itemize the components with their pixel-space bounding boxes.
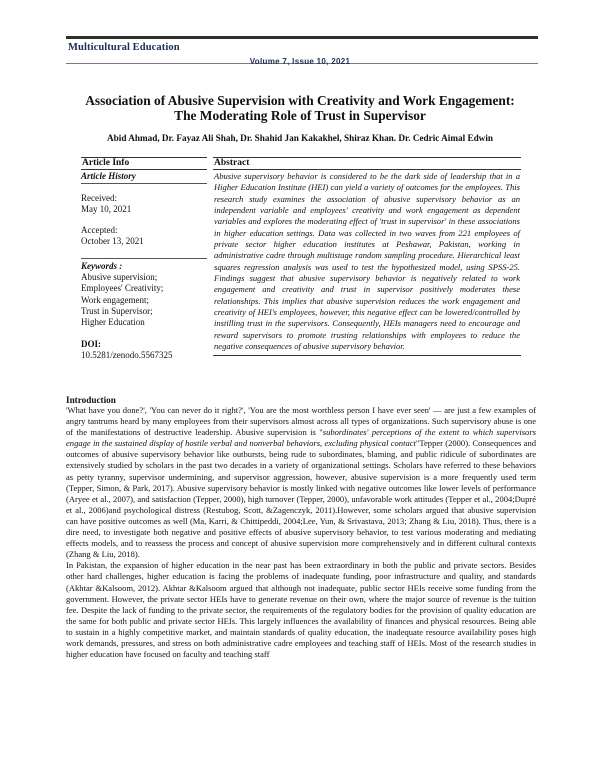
accepted-label: Accepted: xyxy=(81,224,118,235)
abstract-column xyxy=(213,157,521,356)
keywords-heading: Keywords : xyxy=(81,258,207,272)
received-block xyxy=(81,193,207,216)
received-date: May 10, 2021 xyxy=(81,204,132,215)
article-info-heading: Article Info xyxy=(81,157,207,170)
abstract-heading: Abstract xyxy=(213,157,521,170)
introduction-body xyxy=(66,405,536,660)
article-history-heading: Article History xyxy=(81,170,207,184)
keyword-item: Higher Education xyxy=(81,317,145,328)
keyword-item: Work engagement; xyxy=(81,294,150,305)
journal-name: Multicultural Education xyxy=(68,42,180,53)
introduction-paragraph-2: In Pakistan, the expansion of higher education in the near past has been extraordinary in both the public and private sectors. Besides other hard challenges, higher education is facing the problems of inadequate funding, poor infrastructure and quality, and standards (Akhtar &Kalsoom, 2012). Akhtar &Kalsoom argued that although not inadequate, public sector HEIs receive some funding from the government. However, the private sector HEIs have to generate revenue on their own, where the major source of revenue is the tuition fee. Despite the lack of funding to the private sector, the requirements of the regulatory bodies for the provision of quality education are the same for both public and private sector HEIs. This largely influences the availability of finances and physical resources. Being able to sustain in a highly competitive market, and maintain standards of quality education, the inadequate resource availability poses high work demands, pressures, and stress on both administrative cadre employees and teaching staff of HEIs. Most of the research studies in higher education have focused on faculty and teaching staff xyxy=(66,560,536,660)
keywords-list xyxy=(81,272,207,328)
keyword-item: Abusive supervision; xyxy=(81,272,158,283)
accepted-date: October 13, 2021 xyxy=(81,235,144,246)
volume-issue: Volume 7, Issue 10, 2021 xyxy=(249,57,351,66)
keyword-item: Trust in Supervisor; xyxy=(81,306,153,317)
received-label: Received: xyxy=(81,193,117,203)
title-line-1: Association of Abusive Supervision with Creativity and Work Engagement: xyxy=(85,93,515,108)
paper-title xyxy=(50,93,550,123)
doi-link[interactable]: 10.5281/zenodo.5567325 xyxy=(81,349,173,360)
keyword-item: Employees' Creativity; xyxy=(81,283,164,294)
doi-heading: DOI: xyxy=(81,338,101,349)
article-info-column xyxy=(81,157,207,361)
tepper-definition-quote: subordinates' perceptions of the extent to which supervisors engage in the sustained display of hostile verbal and nonverbal behaviors, excluding physical contact xyxy=(66,427,536,449)
abstract-text: Abusive supervisory behavior is considered to be the dark side of leadership that in a Higher Education Institute (HEI) can yield a variety of outcomes for the employees. This research study examines the association of abusive supervisory behavior as an independent variable and employees' creativity and work engagement as dependent variables and explores the moderating effect of 'trust in supervisor' in these associations in higher education settings. Data was collected in two waves from 221 employees of private sector higher education institutes at Peshawar, Pakistan, working in administrative cadre through multistage random sampling procedure. Hierarchical least squares regression analysis was used to test the hypothesized model, using SPSS-25. Findings suggest that abusive supervisory behavior is negatively related to work engagement and creativity and trust in supervisor positively moderates these relationships. This implies that abusive supervision reduces the work engagement and creativity of HEI's employees, however, this negative effect can be lowered/controlled by instilling trust in the supervisors. Consequently, HEIs managers need to encourage and reward supervisors to promote trusting relationships with employees to reduce the negative consequences of abusive supervisory behavior. xyxy=(213,170,521,356)
introduction-paragraph-1 xyxy=(66,405,536,560)
author-list: Abid Ahmad, Dr. Fayaz Ali Shah, Dr. Shahid Jan Kakakhel, Shiraz Khan. Dr. Cedric Aimal Edwin xyxy=(107,133,493,143)
paragraph-1-start: 'What have you done?', 'You can never do it right?', 'You are the most worthless person I have ever seen' — are just a few examples of angry tantrums heard by many employees from their supervisors almost across all types of organizations. Such supervisory abuse is one of the manifestations of destructive leadership. Abusive supervision is " xyxy=(66,405,536,438)
title-line-2: The Moderating Role of Trust in Supervisor xyxy=(174,108,426,123)
paragraph-1-end: "Tepper (2000). Consequences and outcomes of abusive supervisory behavior like outbursts, being rude to subordinates, blaming, and public ridicule of subordinates are extensively studied by scholars in the past two decades in a variety of organizational settings. Scholars have referred to these behaviors as petty tyranny, supervisor undermining, and supervisor aggression, however, abusive supervision is a more frequently used term (Tepper, Simon, & Park, 2017). Abusive supervisory behavior is mostly linked with negative outcomes like lower levels of performance (Aryee et al., 2007), and satisfaction (Tepper, 2000), high turnover (Tepper, 2000), unfavorable work attitudes (Tepper et al., 2004;Dupré et al., 2006)and psychological distress (Restubog, Scott, &Zagenczyk, 2011).However, some scholars argued that abusive supervision can have positive outcomes as well (Ma, Karri, & Chittipeddi, 2004;Lee, Yun, & Srivastava, 2013; Zhang & Liu, 2018). Thus, there is a dire need, to investigate both negative and positive effects of abusive supervisory behavior, to test various moderating and mediating effects models, and to reassess the process and concept of abusive supervision more comprehensively and in different cultural contexts (Zhang & Liu, 2018). xyxy=(66,438,536,560)
introduction-heading: Introduction xyxy=(66,395,116,405)
accepted-block xyxy=(81,225,207,248)
